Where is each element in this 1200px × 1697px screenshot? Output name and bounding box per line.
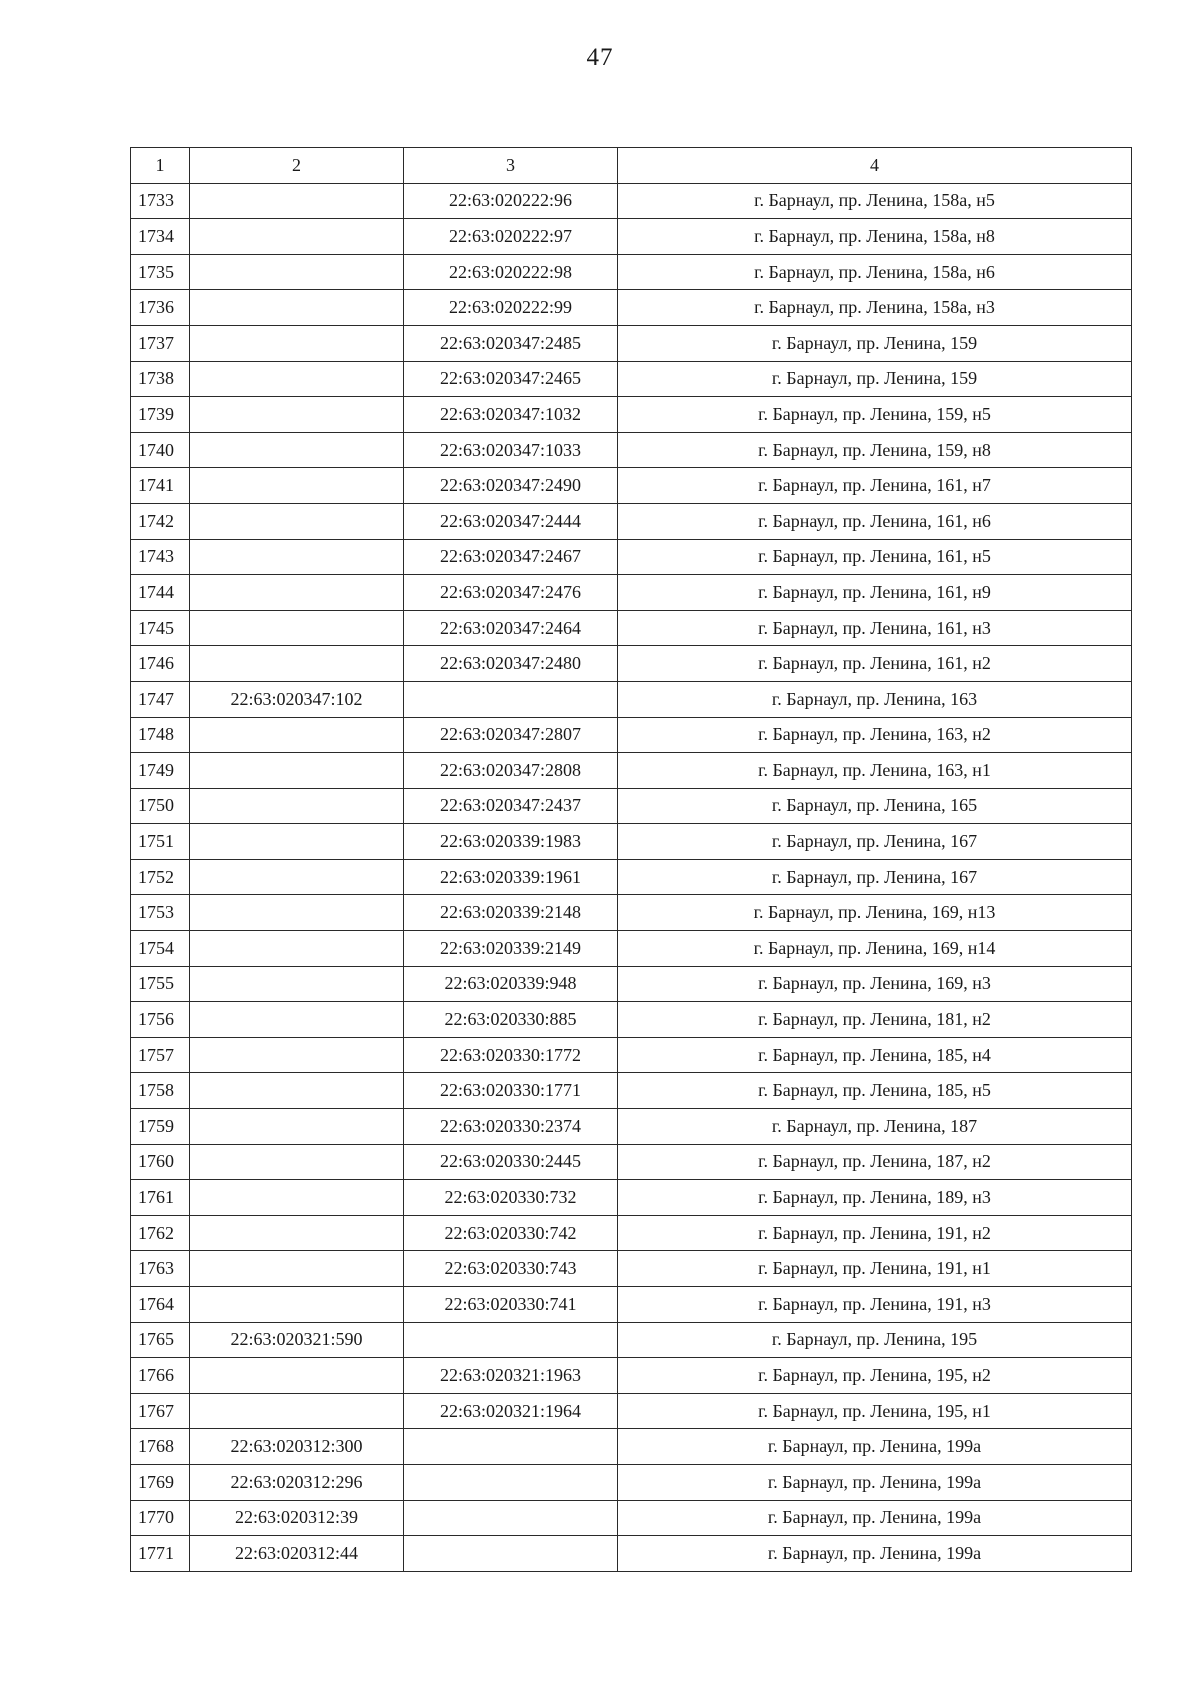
row-number-cell: 1767 — [131, 1393, 190, 1429]
address-cell: г. Барнаул, пр. Ленина, 181, н2 — [618, 1002, 1132, 1038]
cadastral-number-premises-cell: 22:63:020347:2476 — [404, 575, 618, 611]
cadastral-number-premises-cell: 22:63:020347:2490 — [404, 468, 618, 504]
cadastral-number-premises-cell: 22:63:020330:1772 — [404, 1037, 618, 1073]
address-cell: г. Барнаул, пр. Ленина, 167 — [618, 824, 1132, 860]
cadastral-number-building-cell: 22:63:020347:102 — [190, 681, 404, 717]
cadastral-number-premises-cell: 22:63:020347:1033 — [404, 432, 618, 468]
cadastral-number-building-cell — [190, 183, 404, 219]
cadastral-number-building-cell — [190, 1073, 404, 1109]
row-number-cell: 1763 — [131, 1251, 190, 1287]
table-body — [131, 183, 1132, 1571]
cadastral-number-premises-cell: 22:63:020339:1961 — [404, 859, 618, 895]
cadastral-number-building-cell — [190, 753, 404, 789]
table-row — [131, 397, 1132, 433]
cadastral-number-building-cell — [190, 219, 404, 255]
cadastral-number-premises-cell: 22:63:020347:2807 — [404, 717, 618, 753]
cadastral-number-building-cell — [190, 468, 404, 504]
row-number-cell: 1749 — [131, 753, 190, 789]
table-row — [131, 1322, 1132, 1358]
cadastral-number-premises-cell: 22:63:020330:2445 — [404, 1144, 618, 1180]
cadastral-number-building-cell: 22:63:020321:590 — [190, 1322, 404, 1358]
cadastral-number-premises-cell: 22:63:020330:1771 — [404, 1073, 618, 1109]
row-number-cell: 1765 — [131, 1322, 190, 1358]
row-number-cell: 1747 — [131, 681, 190, 717]
cadastral-number-premises-cell: 22:63:020347:1032 — [404, 397, 618, 433]
cadastral-number-building-cell — [190, 646, 404, 682]
cadastral-number-premises-cell: 22:63:020347:2467 — [404, 539, 618, 575]
row-number-cell: 1748 — [131, 717, 190, 753]
address-cell: г. Барнаул, пр. Ленина, 195, н1 — [618, 1393, 1132, 1429]
table-row — [131, 432, 1132, 468]
address-cell: г. Барнаул, пр. Ленина, 163 — [618, 681, 1132, 717]
cadastral-number-premises-cell: 22:63:020222:96 — [404, 183, 618, 219]
address-cell: г. Барнаул, пр. Ленина, 199а — [618, 1536, 1132, 1572]
address-cell: г. Барнаул, пр. Ленина, 163, н2 — [618, 717, 1132, 753]
row-number-cell: 1762 — [131, 1215, 190, 1251]
address-cell: г. Барнаул, пр. Ленина, 159, н8 — [618, 432, 1132, 468]
table-row — [131, 1215, 1132, 1251]
cadastral-number-building-cell — [190, 824, 404, 860]
cadastral-number-building-cell — [190, 575, 404, 611]
address-cell: г. Барнаул, пр. Ленина, 191, н2 — [618, 1215, 1132, 1251]
address-cell: г. Барнаул, пр. Ленина, 169, н14 — [618, 931, 1132, 967]
table-row — [131, 1287, 1132, 1323]
cadastral-number-building-cell: 22:63:020312:39 — [190, 1500, 404, 1536]
column-header-3: 3 — [404, 148, 618, 184]
column-header-1: 1 — [131, 148, 190, 184]
cadastral-number-building-cell — [190, 931, 404, 967]
table-row — [131, 1037, 1132, 1073]
cadastral-number-premises-cell: 22:63:020222:97 — [404, 219, 618, 255]
address-cell: г. Барнаул, пр. Ленина, 159 — [618, 325, 1132, 361]
table-row — [131, 1464, 1132, 1500]
table-row — [131, 183, 1132, 219]
row-number-cell: 1751 — [131, 824, 190, 860]
address-cell: г. Барнаул, пр. Ленина, 158а, н6 — [618, 254, 1132, 290]
cadastral-number-building-cell — [190, 610, 404, 646]
table-row — [131, 931, 1132, 967]
table-row — [131, 788, 1132, 824]
row-number-cell: 1744 — [131, 575, 190, 611]
row-number-cell: 1735 — [131, 254, 190, 290]
table-row — [131, 824, 1132, 860]
cadastral-number-premises-cell: 22:63:020321:1963 — [404, 1358, 618, 1394]
row-number-cell: 1738 — [131, 361, 190, 397]
address-cell: г. Барнаул, пр. Ленина, 189, н3 — [618, 1180, 1132, 1216]
cadastral-number-premises-cell — [404, 1536, 618, 1572]
cadastral-number-premises-cell — [404, 1429, 618, 1465]
row-number-cell: 1750 — [131, 788, 190, 824]
cadastral-number-building-cell — [190, 1287, 404, 1323]
row-number-cell: 1734 — [131, 219, 190, 255]
cadastral-number-premises-cell: 22:63:020347:2464 — [404, 610, 618, 646]
address-cell: г. Барнаул, пр. Ленина, 161, н7 — [618, 468, 1132, 504]
column-header-4: 4 — [618, 148, 1132, 184]
table-row — [131, 717, 1132, 753]
row-number-cell: 1743 — [131, 539, 190, 575]
table-row — [131, 1358, 1132, 1394]
cadastral-number-building-cell — [190, 1215, 404, 1251]
table-row — [131, 895, 1132, 931]
cadastral-number-premises-cell: 22:63:020347:2465 — [404, 361, 618, 397]
address-cell: г. Барнаул, пр. Ленина, 195 — [618, 1322, 1132, 1358]
cadastral-number-building-cell — [190, 361, 404, 397]
address-cell: г. Барнаул, пр. Ленина, 191, н1 — [618, 1251, 1132, 1287]
address-cell: г. Барнаул, пр. Ленина, 167 — [618, 859, 1132, 895]
cadastral-number-building-cell — [190, 397, 404, 433]
address-cell: г. Барнаул, пр. Ленина, 199а — [618, 1429, 1132, 1465]
cadastral-number-building-cell — [190, 325, 404, 361]
table-row — [131, 966, 1132, 1002]
cadastral-number-premises-cell: 22:63:020339:2148 — [404, 895, 618, 931]
address-cell: г. Барнаул, пр. Ленина, 199а — [618, 1464, 1132, 1500]
row-number-cell: 1771 — [131, 1536, 190, 1572]
cadastral-number-premises-cell: 22:63:020330:742 — [404, 1215, 618, 1251]
row-number-cell: 1745 — [131, 610, 190, 646]
cadastral-number-building-cell — [190, 432, 404, 468]
table-row — [131, 646, 1132, 682]
cadastral-number-building-cell — [190, 717, 404, 753]
row-number-cell: 1733 — [131, 183, 190, 219]
row-number-cell: 1736 — [131, 290, 190, 326]
cadastral-number-premises-cell: 22:63:020347:2480 — [404, 646, 618, 682]
row-number-cell: 1752 — [131, 859, 190, 895]
table-row — [131, 1393, 1132, 1429]
cadastral-number-building-cell — [190, 1002, 404, 1038]
address-cell: г. Барнаул, пр. Ленина, 185, н4 — [618, 1037, 1132, 1073]
header-row — [131, 148, 1132, 184]
table-row — [131, 753, 1132, 789]
table-row — [131, 290, 1132, 326]
cadastral-number-premises-cell: 22:63:020222:99 — [404, 290, 618, 326]
row-number-cell: 1755 — [131, 966, 190, 1002]
row-number-cell: 1737 — [131, 325, 190, 361]
table-row — [131, 539, 1132, 575]
cadastral-number-premises-cell: 22:63:020347:2808 — [404, 753, 618, 789]
address-cell: г. Барнаул, пр. Ленина, 199а — [618, 1500, 1132, 1536]
cadastral-number-premises-cell: 22:63:020222:98 — [404, 254, 618, 290]
cadastral-number-building-cell — [190, 1037, 404, 1073]
row-number-cell: 1739 — [131, 397, 190, 433]
row-number-cell: 1760 — [131, 1144, 190, 1180]
cadastral-number-premises-cell: 22:63:020330:885 — [404, 1002, 618, 1038]
cadastral-number-building-cell — [190, 1393, 404, 1429]
row-number-cell: 1761 — [131, 1180, 190, 1216]
table-row — [131, 325, 1132, 361]
table-row — [131, 503, 1132, 539]
cadastral-number-building-cell — [190, 1358, 404, 1394]
row-number-cell: 1742 — [131, 503, 190, 539]
address-cell: г. Барнаул, пр. Ленина, 161, н9 — [618, 575, 1132, 611]
row-number-cell: 1740 — [131, 432, 190, 468]
address-cell: г. Барнаул, пр. Ленина, 185, н5 — [618, 1073, 1132, 1109]
cadastral-number-premises-cell: 22:63:020339:2149 — [404, 931, 618, 967]
row-number-cell: 1769 — [131, 1464, 190, 1500]
address-cell: г. Барнаул, пр. Ленина, 191, н3 — [618, 1287, 1132, 1323]
table-row — [131, 1109, 1132, 1145]
row-number-cell: 1768 — [131, 1429, 190, 1465]
cadastral-number-building-cell — [190, 895, 404, 931]
page-number: 47 — [586, 44, 614, 71]
table-row — [131, 575, 1132, 611]
cadastral-number-premises-cell: 22:63:020347:2444 — [404, 503, 618, 539]
table-row — [131, 219, 1132, 255]
address-cell: г. Барнаул, пр. Ленина, 159, н5 — [618, 397, 1132, 433]
address-cell: г. Барнаул, пр. Ленина, 159 — [618, 361, 1132, 397]
table-row — [131, 1500, 1132, 1536]
address-cell: г. Барнаул, пр. Ленина, 161, н6 — [618, 503, 1132, 539]
cadastral-number-premises-cell — [404, 681, 618, 717]
cadastral-number-premises-cell: 22:63:020330:2374 — [404, 1109, 618, 1145]
table-row — [131, 681, 1132, 717]
table-row — [131, 1251, 1132, 1287]
row-number-cell: 1741 — [131, 468, 190, 504]
cadastral-number-building-cell — [190, 539, 404, 575]
property-register-table — [130, 147, 1132, 1572]
table-row — [131, 1002, 1132, 1038]
address-cell: г. Барнаул, пр. Ленина, 187, н2 — [618, 1144, 1132, 1180]
cadastral-number-building-cell — [190, 1180, 404, 1216]
address-cell: г. Барнаул, пр. Ленина, 165 — [618, 788, 1132, 824]
address-cell: г. Барнаул, пр. Ленина, 161, н3 — [618, 610, 1132, 646]
row-number-cell: 1757 — [131, 1037, 190, 1073]
table-row — [131, 468, 1132, 504]
row-number-cell: 1766 — [131, 1358, 190, 1394]
table-row — [131, 1073, 1132, 1109]
row-number-cell: 1756 — [131, 1002, 190, 1038]
cadastral-number-premises-cell: 22:63:020339:948 — [404, 966, 618, 1002]
cadastral-number-premises-cell: 22:63:020347:2485 — [404, 325, 618, 361]
row-number-cell: 1770 — [131, 1500, 190, 1536]
table-row — [131, 610, 1132, 646]
table-row — [131, 1180, 1132, 1216]
cadastral-number-building-cell — [190, 254, 404, 290]
address-cell: г. Барнаул, пр. Ленина, 158а, н5 — [618, 183, 1132, 219]
cadastral-number-premises-cell — [404, 1322, 618, 1358]
cadastral-number-building-cell — [190, 966, 404, 1002]
address-cell: г. Барнаул, пр. Ленина, 187 — [618, 1109, 1132, 1145]
cadastral-number-premises-cell: 22:63:020321:1964 — [404, 1393, 618, 1429]
address-cell: г. Барнаул, пр. Ленина, 158а, н3 — [618, 290, 1132, 326]
cadastral-number-premises-cell: 22:63:020330:743 — [404, 1251, 618, 1287]
table-row — [131, 1536, 1132, 1572]
table-row — [131, 1429, 1132, 1465]
address-cell: г. Барнаул, пр. Ленина, 169, н13 — [618, 895, 1132, 931]
cadastral-number-premises-cell — [404, 1500, 618, 1536]
address-cell: г. Барнаул, пр. Ленина, 158а, н8 — [618, 219, 1132, 255]
row-number-cell: 1754 — [131, 931, 190, 967]
table-row — [131, 361, 1132, 397]
cadastral-number-building-cell — [190, 503, 404, 539]
row-number-cell: 1753 — [131, 895, 190, 931]
address-cell: г. Барнаул, пр. Ленина, 161, н5 — [618, 539, 1132, 575]
table-row — [131, 1144, 1132, 1180]
cadastral-number-building-cell — [190, 788, 404, 824]
table-header — [131, 148, 1132, 184]
cadastral-number-building-cell: 22:63:020312:296 — [190, 1464, 404, 1500]
address-cell: г. Барнаул, пр. Ленина, 163, н1 — [618, 753, 1132, 789]
column-header-2: 2 — [190, 148, 404, 184]
cadastral-number-premises-cell: 22:63:020347:2437 — [404, 788, 618, 824]
row-number-cell: 1759 — [131, 1109, 190, 1145]
cadastral-number-premises-cell — [404, 1464, 618, 1500]
cadastral-number-building-cell — [190, 290, 404, 326]
address-cell: г. Барнаул, пр. Ленина, 195, н2 — [618, 1358, 1132, 1394]
cadastral-number-building-cell: 22:63:020312:300 — [190, 1429, 404, 1465]
cadastral-number-premises-cell: 22:63:020339:1983 — [404, 824, 618, 860]
table-row — [131, 859, 1132, 895]
address-cell: г. Барнаул, пр. Ленина, 161, н2 — [618, 646, 1132, 682]
cadastral-number-building-cell — [190, 859, 404, 895]
cadastral-number-building-cell: 22:63:020312:44 — [190, 1536, 404, 1572]
cadastral-number-premises-cell: 22:63:020330:741 — [404, 1287, 618, 1323]
cadastral-number-building-cell — [190, 1109, 404, 1145]
cadastral-number-premises-cell: 22:63:020330:732 — [404, 1180, 618, 1216]
table-row — [131, 254, 1132, 290]
row-number-cell: 1764 — [131, 1287, 190, 1323]
cadastral-number-building-cell — [190, 1144, 404, 1180]
row-number-cell: 1746 — [131, 646, 190, 682]
cadastral-number-building-cell — [190, 1251, 404, 1287]
address-cell: г. Барнаул, пр. Ленина, 169, н3 — [618, 966, 1132, 1002]
row-number-cell: 1758 — [131, 1073, 190, 1109]
